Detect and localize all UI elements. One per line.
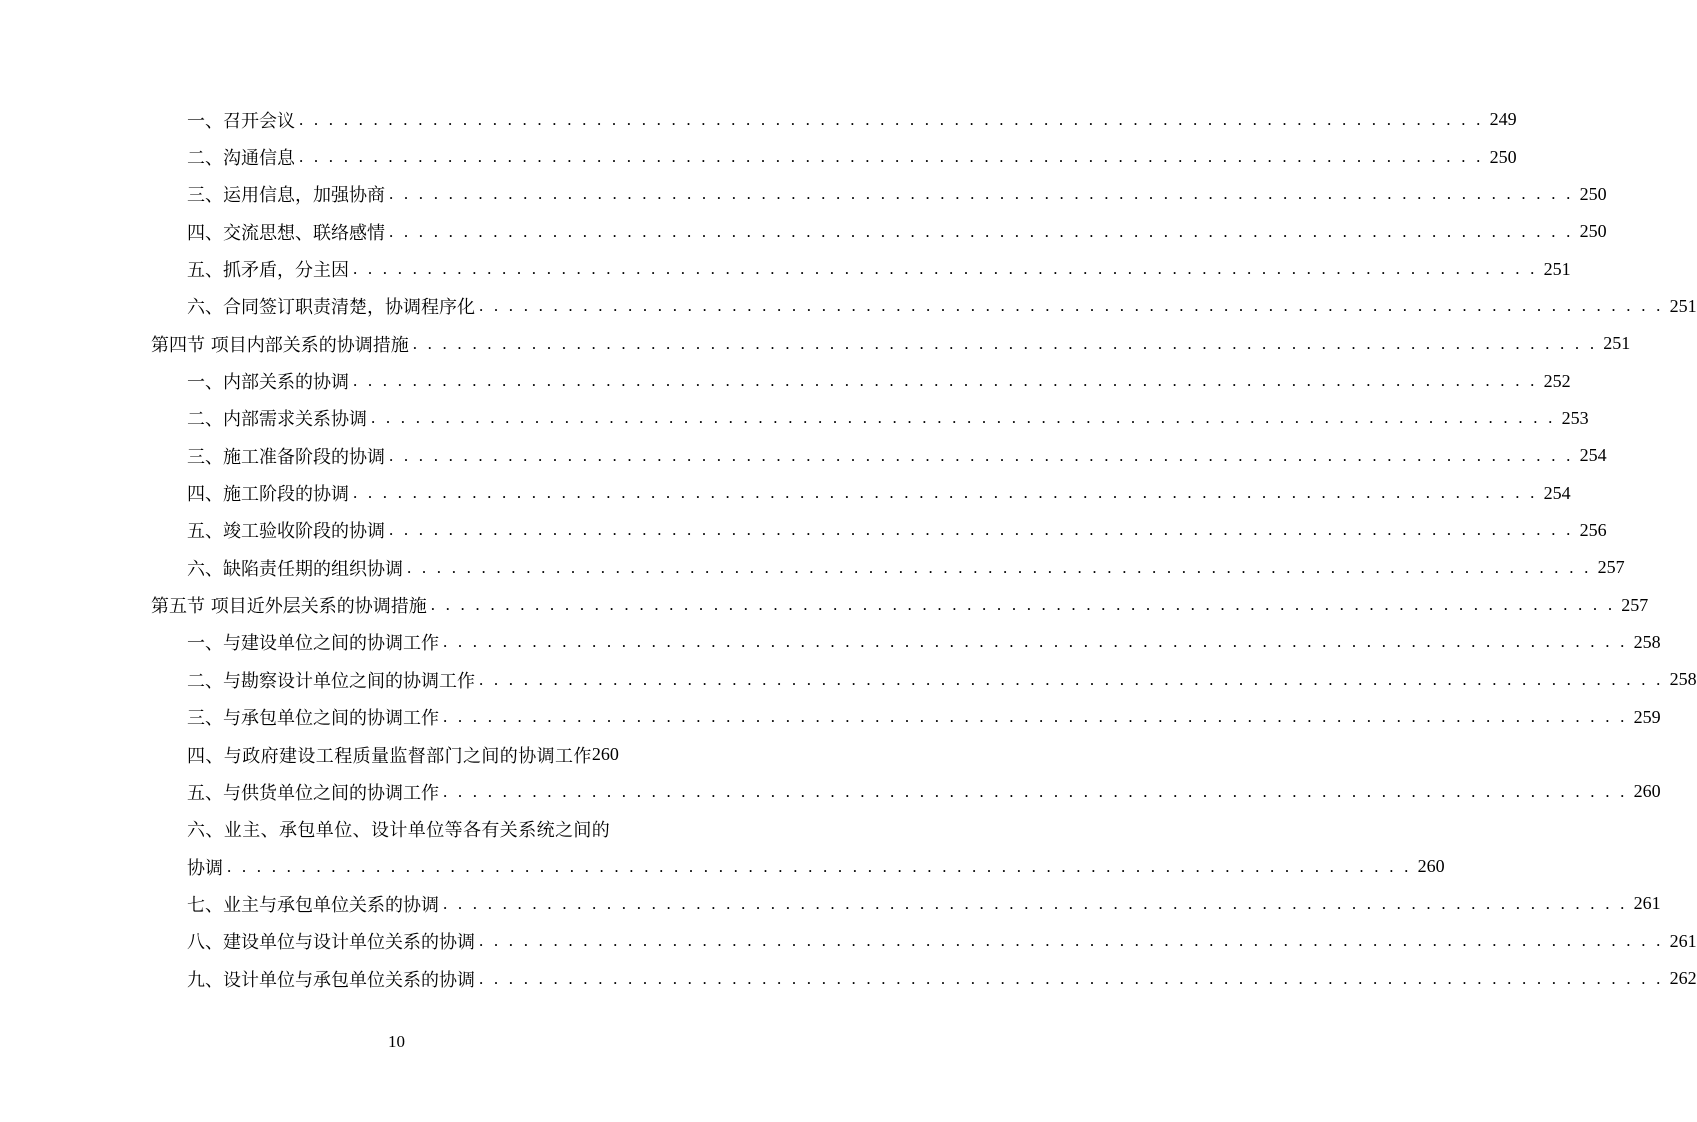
toc-entry-page: 251 (1543, 258, 1571, 279)
dot-leader: . . . . . . . . . . . . . . . . . . . . . . . . . . . . . . . . . . . . . . . . . . . . . . . . . . . . . . . . . . . . . . . . . . . . . . . . . . . . . . . . (389, 221, 1574, 241)
toc-entry-title: 五、竣工验收阶段的协调 (187, 521, 385, 543)
dot-leader: . . . . . . . . . . . . . . . . . . . . . . . . . . . . . . . . . . . . . . . . . . . . . . . . . . . . . . . . . . . . . . . . . . . . . . . . . . . . . . . . (299, 109, 1484, 129)
dot-leader: . . . . . . . . . . . . . . . . . . . . . . . . . . . . . . . . . . . . . . . . . . . . . . . . . . . . . . . . . . . . . . . . . . . . . . . . . . . . . . . . (227, 856, 1412, 876)
toc-entry-title: 六、缺陷责任期的组织协调 (187, 558, 403, 580)
dot-leader: . . . . . . . . . . . . . . . . . . . . . . . . . . . . . . . . . . . . . . . . . . . . . . . . . . . . . . . . . . . . . . . . . . . . . . . . . . . . . . . . (389, 520, 1574, 540)
dot-leader: . . . . . . . . . . . . . . . . . . . . . . . . . . . . . . . . . . . . . . . . . . . . . . . . . . . . . . . . . . . . . . . . . . . . . . . . . . . . . . . . (353, 259, 1538, 279)
toc-entry-page: 257 (1621, 594, 1649, 615)
toc-entry-page: 250 (1579, 221, 1607, 242)
toc-entry-title: 六、业主、承包单位、设计单位等各有关系统之间的 (187, 820, 611, 842)
toc-entry[interactable] (0, 474, 1571, 511)
toc-entry-page: 260 (1633, 781, 1661, 802)
toc-entry[interactable] (0, 288, 1697, 325)
toc-entry[interactable] (0, 661, 1697, 698)
dot-leader: . . . . . . . . . . . . . . . . . . . . . . . . . . . . . . . . . . . . . . . . . . . . . . . . . . . . . . . . . . . . . . . . . . . . . . . . . . . . . . . . (430, 595, 1616, 615)
toc-entry[interactable] (0, 138, 1517, 175)
page-number: 10 (388, 1032, 405, 1051)
dot-leader: . . . . . . . . . . . . . . . . . . . . . . . . . . . . . . . . . . . . . . . . . . . . . . . . . . . . . . . . . . . . . . . . . . . . . . . . . . . . . . . . (371, 408, 1556, 428)
dot-leader: . . . . . . . . . . . . . . . . . . . . . . . . . . . . . . . . . . . . . . . . . . . . . . . . . . . . . . . . . . . . . . . . . . . . . . . . . . . . . . . . (443, 707, 1628, 727)
dot-leader: . . . . . . . . . . . . . . . . . . . . . . . . . . . . . . . . . . . . . . . . . . . . . . . . . . . . . . . . . . . . . . . . . . . . . . . . . . . . . . . . (389, 184, 1574, 204)
dot-leader: . . . . . . . . . . . . . . . . . . . . . . . . . . . . . . . . . . . . . . . . . . . . . . . . . . . . . . . . . . . . . . . . . . . . . . . . . . . . . . . . (479, 669, 1664, 689)
toc-entry[interactable] (0, 512, 1607, 549)
toc-entry-page: 261 (1669, 930, 1697, 951)
toc-entry[interactable] (0, 624, 1661, 661)
toc-entry-title: 一、召开会议 (187, 110, 295, 132)
toc-entry[interactable] (0, 362, 1571, 399)
dot-leader: . . . . . . . . . . . . . . . . . . . . . . . . . . . . . . . . . . . . . . . . . . . . . . . . . . . . . . . . . . . . . . . . . . . . . . . . . . . . . . . . (353, 483, 1538, 503)
toc-entry-title: 三、运用信息，加强协商 (187, 185, 385, 207)
toc-entry[interactable] (0, 923, 1697, 960)
toc-entry-title: 二、与勘察设计单位之间的协调工作 (187, 670, 475, 692)
toc-entry-title: 协调 (187, 857, 223, 879)
toc-entry[interactable] (0, 213, 1607, 250)
toc-entry[interactable] (0, 736, 793, 773)
toc-entry-page: 260 (591, 744, 619, 765)
dot-leader: . . . . . . . . . . . . . . . . . . . . . . . . . . . . . . . . . . . . . . . . . . . . . . . . . . . . . . . . . . . . . . . . . . . . . . . . . . . . . . . . (412, 333, 1598, 353)
toc-entry-page: 261 (1633, 893, 1661, 914)
toc-entry-title: 六、合同签订职责清楚，协调程序化 (187, 297, 475, 319)
dot-leader: . . . . . . . . . . . . . . . . . . . . . . . . . . . . . . . . . . . . . . . . . . . . . . . . . . . . . . . . . . . . . . . . . . . . . . . . . . . . . . . . (353, 371, 1538, 391)
toc-entry-page: 258 (1633, 631, 1661, 652)
dot-leader: . . . . . . . . . . . . . . . . . . . . . . . . . . . . . . . . . . . . . . . . . . . . . . . . . . . . . . . . . . . . . . . . . . . . . . . . . . . . . . . . (443, 781, 1628, 801)
toc-entry[interactable] (0, 437, 1607, 474)
toc-entry-page: 253 (1561, 407, 1589, 428)
toc-entry-page: 254 (1579, 445, 1607, 466)
toc-entry-title: 第四节 项目内部关系的协调措施 (151, 334, 409, 356)
dot-leader: . . . . . . . . . . . . . . . . . . . . . . . . . . . . . . . . . . . . . . . . . . . . . . . . . . . . . . . . . . . . . . . . . . . . . . . . . . . . . . . . (479, 931, 1664, 951)
dot-leader: . . . . . . . . . . . . . . . . . . . . . . . . . . . . . . . . . . . . . . . . . . . . . . . . . . . . . . . . . . . . . . . . . . . . . . . . . . . . . . . . (443, 893, 1628, 913)
dot-leader: . . . . . . . . . . . . . . . . . . . . . . . . . . . . . . . . . . . . . . . . . . . . . . . . . . . . . . . . . . . . . . . . . . . . . . . . . . . . . . . . (479, 296, 1664, 316)
toc-entry[interactable] (0, 101, 1517, 138)
toc-entry[interactable] (0, 848, 1445, 885)
dot-leader: . . . . . . . . . . . . . . . . . . . . . . . . . . . . . . . . . . . . . . . . . . . . . . . . . . . . . . . . . . . . . . . . . . . . . . . . . . . . . . . . (479, 968, 1664, 988)
toc-entry-page: 262 (1669, 968, 1697, 989)
toc-entry-page: 249 (1489, 109, 1517, 130)
toc-entry-title: 第五节 项目近外层关系的协调措施 (151, 596, 427, 618)
toc-entry[interactable] (0, 699, 1661, 736)
toc-entry-title: 八、建设单位与设计单位关系的协调 (187, 932, 475, 954)
toc-entry[interactable] (0, 885, 1661, 922)
table-of-contents (0, 101, 1697, 997)
toc-entry-page: 259 (1633, 706, 1661, 727)
toc-entry-title: 九、设计单位与承包单位关系的协调 (187, 969, 475, 991)
toc-entry-title: 二、内部需求关系协调 (187, 409, 367, 431)
toc-entry-title: 二、沟通信息 (187, 148, 295, 170)
toc-entry-title: 三、与承包单位之间的协调工作 (187, 708, 439, 730)
toc-entry-page: 257 (1597, 557, 1625, 578)
toc-entry-page: 256 (1579, 519, 1607, 540)
toc-entry-page: 251 (1669, 295, 1697, 316)
toc-entry-page: 258 (1669, 669, 1697, 690)
toc-entry-page: 250 (1579, 183, 1607, 204)
toc-entry-page: 254 (1543, 482, 1571, 503)
toc-entry-title: 七、业主与承包单位关系的协调 (187, 894, 439, 916)
toc-entry[interactable] (0, 960, 1697, 997)
toc-entry-page: 251 (1603, 333, 1631, 354)
toc-section-entry[interactable] (0, 325, 1631, 362)
toc-entry-title: 四、与政府建设工程质量监督部门之间的协调工作 (187, 745, 592, 767)
toc-entry-title: 四、施工阶段的协调 (187, 484, 349, 506)
toc-entry[interactable] (0, 773, 1661, 810)
toc-entry[interactable] (0, 250, 1571, 287)
toc-entry[interactable] (0, 176, 1607, 213)
toc-entry-title: 三、施工准备阶段的协调 (187, 446, 385, 468)
toc-entry-title: 一、内部关系的协调 (187, 372, 349, 394)
toc-entry-page: 252 (1543, 370, 1571, 391)
toc-entry-page: 250 (1489, 146, 1517, 167)
dot-leader: . . . . . . . . . . . . . . . . . . . . . . . . . . . . . . . . . . . . . . . . . . . . . . . . . . . . . . . . . . . . . . . . . . . . . . . . . . . . . . . . (389, 445, 1574, 465)
toc-entry-title: 一、与建设单位之间的协调工作 (187, 633, 439, 655)
dot-leader: . . . . . . . . . . . . . . . . . . . . . . . . . . . . . . . . . . . . . . . . . . . . . . . . . . . . . . . . . . . . . . . . . . . . . . . . . . . . . . . . (407, 557, 1592, 577)
toc-entry[interactable] (0, 400, 1589, 437)
toc-section-entry[interactable] (0, 586, 1649, 623)
toc-entry[interactable] (0, 811, 793, 848)
toc-entry-title: 五、抓矛盾，分主因 (187, 260, 349, 282)
toc-entry-title: 四、交流思想、联络感情 (187, 222, 385, 244)
toc-entry-title: 五、与供货单位之间的协调工作 (187, 782, 439, 804)
toc-entry-page: 260 (1417, 856, 1445, 877)
dot-leader: . . . . . . . . . . . . . . . . . . . . . . . . . . . . . . . . . . . . . . . . . . . . . . . . . . . . . . . . . . . . . . . . . . . . . . . . . . . . . . . . (299, 147, 1484, 167)
toc-entry[interactable] (0, 549, 1625, 586)
dot-leader: . . . . . . . . . . . . . . . . . . . . . . . . . . . . . . . . . . . . . . . . . . . . . . . . . . . . . . . . . . . . . . . . . . . . . . . . . . . . . . . . (443, 632, 1628, 652)
